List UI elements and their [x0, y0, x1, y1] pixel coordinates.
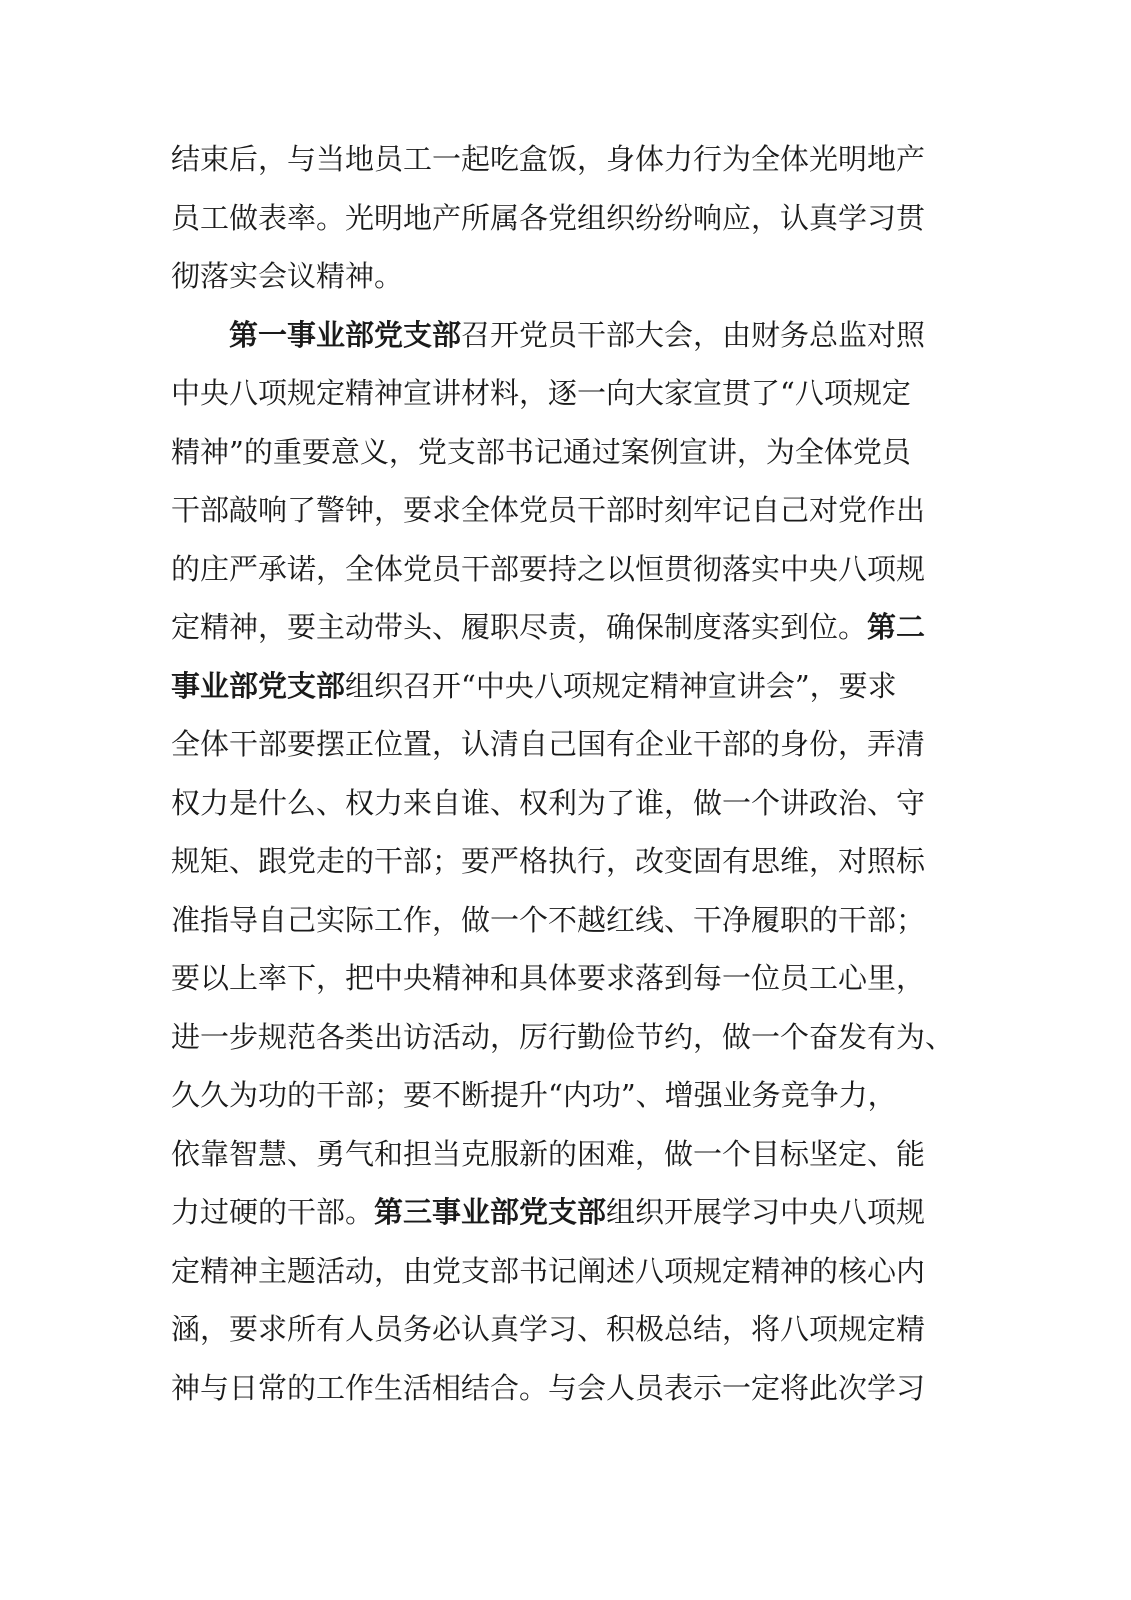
- text-line: 彻落实会议精神。: [171, 259, 404, 293]
- text-line: 精神”的重要意义，党支部书记通过案例宣讲，为全体党员: [171, 434, 911, 469]
- bold-heading-third-division: 第三事业部党支部: [374, 1195, 607, 1229]
- bold-heading-first-division: 第一事业部党支部: [229, 317, 462, 352]
- text-line: 要以上率下，把中央精神和具体要求落到每一位员工心里，: [171, 961, 926, 995]
- text-line: 神与日常的工作生活相结合。与会人员表示一定将此次学习: [171, 1370, 926, 1405]
- text-line: 定精神主题活动，由党支部书记阐述八项规定精神的核心内: [171, 1253, 926, 1288]
- text-line: 结束后，与当地员工一起吃盒饭，身体力行为全体光明地产: [171, 142, 926, 176]
- text-line: 力过硬的干部。第三事业部党支部组织开展学习中央八项规: [171, 1195, 926, 1229]
- text-line: 进一步规范各类出访活动，厉行勤俭节约，做一个奋发有为、: [171, 1019, 955, 1054]
- text-line: 干部敲响了警钟，要求全体党员干部时刻牢记自己对党作出: [171, 493, 926, 527]
- body-text: [171, 130, 961, 1417]
- text-line: 久久为功的干部；要不断提升“内功”、增强业务竞争力，: [171, 1078, 897, 1112]
- text-line: 涵，要求所有人员务必认真学习、积极总结，将八项规定精: [171, 1312, 926, 1346]
- text-line: 事业部党支部组织召开“中央八项规定精神宣讲会”，要求: [171, 668, 897, 703]
- text-line: 全体干部要摆正位置，认清自己国有企业干部的身份，弄清: [171, 727, 926, 761]
- bold-heading-second-division-start: 第二: [867, 610, 926, 644]
- text-line: 定精神，要主动带头、履职尽责，确保制度落实到位。第二: [171, 610, 926, 644]
- text-line: 依靠智慧、勇气和担当克服新的困难，做一个目标坚定、能: [171, 1136, 926, 1171]
- paragraph-start-line: 第一事业部党支部召开党员干部大会，由财务总监对照: [229, 317, 926, 352]
- text-line: 员工做表率。光明地产所属各党组织纷纷响应，认真学习贯: [171, 200, 926, 235]
- text-line: 规矩、跟党走的干部；要严格执行，改变固有思维，对照标: [171, 844, 926, 878]
- bold-heading-second-division-end: 事业部党支部: [171, 668, 346, 703]
- text-line: 权力是什么、权力来自谁、权利为了谁，做一个讲政治、守: [171, 785, 926, 820]
- text-line: 准指导自己实际工作，做一个不越红线、干净履职的干部；: [171, 902, 926, 937]
- text-line: 的庄严承诺，全体党员干部要持之以恒贯彻落实中央八项规: [171, 551, 926, 586]
- text-line: 中央八项规定精神宣讲材料，逐一向大家宣贯了“八项规定: [171, 376, 911, 410]
